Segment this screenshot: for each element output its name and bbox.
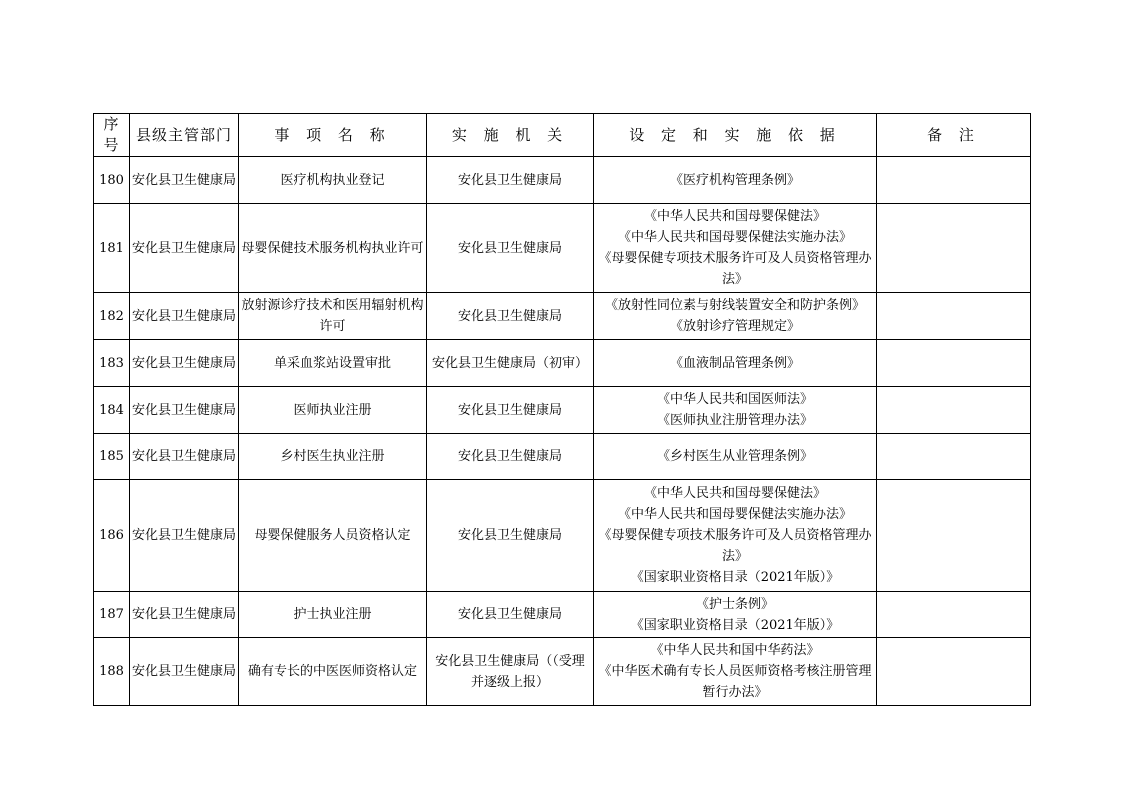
basis-line: 《放射性同位素与射线装置安全和防护条例》 [604,298,865,313]
basis-line: 《母婴保健专项技术服务许可及人员资格管理办法》 [598,528,872,564]
basis-line: 《中华人民共和国母婴保健法》 [643,486,826,501]
table-row [94,293,1031,340]
basis-line: 《血液制品管理条例》 [669,355,800,371]
cell-item: 确有专长的中医医师资格认定 [239,638,427,706]
cell-basis [594,340,877,387]
cell-dept: 安化县卫生健康局 [130,157,239,204]
header-org: 实 施 机 关 [427,114,594,157]
cell-item: 医师执业注册 [239,387,427,434]
basis-line: 《医师执业注册管理办法》 [656,413,813,428]
header-seq: 序号 [94,114,130,157]
table-row [94,157,1031,204]
cell-note [877,480,1031,592]
basis-line: 《国家职业资格目录（2021年版）》 [630,617,840,633]
cell-basis [594,157,877,204]
cell-item: 母婴保健技术服务机构执业许可 [239,204,427,293]
cell-basis [594,638,877,706]
basis-line: 《医疗机构管理条例》 [669,172,800,188]
basis-line: 《放射诊疗管理规定》 [669,319,800,334]
cell-org: 安化县卫生健康局（（受理并逐级上报） [427,638,594,706]
cell-basis [594,434,877,480]
basis-line: 《中华人民共和国医师法》 [656,392,813,407]
cell-item: 母婴保健服务人员资格认定 [239,480,427,592]
table-row [94,434,1031,480]
basis-line: 《中华人民共和国中华药法》 [650,643,820,658]
table-row [94,387,1031,434]
cell-org: 安化县卫生健康局（初审） [427,340,594,387]
cell-dept: 安化县卫生健康局 [130,638,239,706]
cell-org: 安化县卫生健康局 [427,592,594,638]
cell-seq: 182 [94,293,130,340]
table-row [94,638,1031,706]
cell-basis [594,480,877,592]
cell-item: 护士执业注册 [239,592,427,638]
cell-note [877,387,1031,434]
cell-note [877,592,1031,638]
basis-line: 《国家职业资格目录（2021年版）》 [630,570,840,585]
cell-note [877,638,1031,706]
cell-seq: 187 [94,592,130,638]
cell-item: 乡村医生执业注册 [239,434,427,480]
cell-dept: 安化县卫生健康局 [130,592,239,638]
cell-dept: 安化县卫生健康局 [130,340,239,387]
cell-note [877,340,1031,387]
basis-line: 《乡村医生从业管理条例》 [656,449,813,464]
cell-seq: 185 [94,434,130,480]
table-header-row [94,114,1031,157]
cell-seq: 188 [94,638,130,706]
cell-basis [594,592,877,638]
cell-seq: 180 [94,157,130,204]
table-row [94,480,1031,592]
cell-item: 医疗机构执业登记 [239,157,427,204]
cell-dept: 安化县卫生健康局 [130,204,239,293]
header-basis: 设 定 和 实 施 依 据 [594,114,877,157]
cell-seq: 184 [94,387,130,434]
cell-note [877,157,1031,204]
cell-basis [594,387,877,434]
cell-seq: 186 [94,480,130,592]
cell-org: 安化县卫生健康局 [427,157,594,204]
table-row [94,592,1031,638]
cell-org: 安化县卫生健康局 [427,293,594,340]
cell-note [877,293,1031,340]
cell-note [877,434,1031,480]
cell-dept: 安化县卫生健康局 [130,387,239,434]
cell-dept: 安化县卫生健康局 [130,293,239,340]
header-item: 事 项 名 称 [239,114,427,157]
basis-line: 《母婴保健专项技术服务许可及人员资格管理办法》 [598,251,872,287]
cell-seq: 181 [94,204,130,293]
cell-item: 放射源诊疗技术和医用辐射机构许可 [239,293,427,340]
items-table [93,113,1031,706]
basis-line: 《中华人民共和国母婴保健法》 [643,209,826,224]
cell-org: 安化县卫生健康局 [427,480,594,592]
cell-dept: 安化县卫生健康局 [130,480,239,592]
table-row [94,340,1031,387]
cell-item: 单采血浆站设置审批 [239,340,427,387]
header-dept: 县级主管部门 [130,114,239,157]
cell-basis [594,293,877,340]
header-note: 备 注 [877,114,1031,157]
cell-note [877,204,1031,293]
cell-org: 安化县卫生健康局 [427,434,594,480]
cell-dept: 安化县卫生健康局 [130,434,239,480]
basis-line: 《中华人民共和国母婴保健法实施办法》 [617,507,852,522]
basis-line: 《护士条例》 [695,596,774,612]
cell-org: 安化县卫生健康局 [427,204,594,293]
table-row [94,204,1031,293]
cell-seq: 183 [94,340,130,387]
basis-line: 《中华医术确有专长人员医师资格考核注册管理暂行办法》 [598,664,872,700]
basis-line: 《中华人民共和国母婴保健法实施办法》 [617,230,852,245]
cell-basis [594,204,877,293]
cell-org: 安化县卫生健康局 [427,387,594,434]
